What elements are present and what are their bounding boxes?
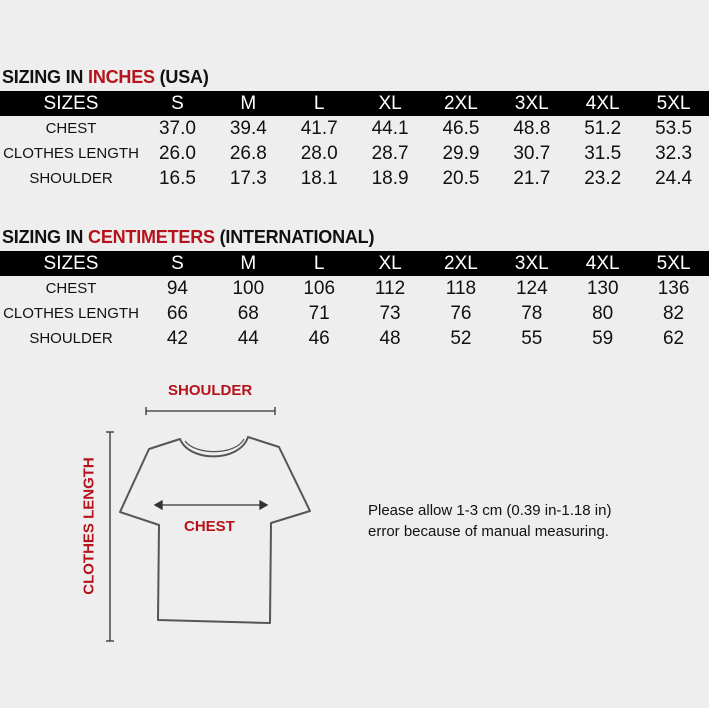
- table-cell: 59: [592, 327, 614, 349]
- size-header: 5XL: [656, 92, 691, 114]
- row-label: CHEST: [45, 120, 97, 137]
- row-label: CLOTHES LENGTH: [3, 305, 139, 322]
- shoulder-measure-line: [146, 407, 275, 415]
- table-cell: 48.8: [513, 117, 551, 139]
- size-header: 3XL: [514, 92, 549, 114]
- row-label: CLOTHES LENGTH: [3, 145, 139, 162]
- table-cell: 80: [592, 302, 614, 324]
- centimeters-title-accent: CENTIMETERS: [88, 227, 215, 247]
- table-cell: 41.7: [300, 117, 338, 139]
- row-label: SHOULDER: [29, 330, 113, 347]
- table-cell: 30.7: [513, 142, 551, 164]
- clothes-length-label: CLOTHES LENGTH: [80, 457, 98, 595]
- size-header: 2XL: [444, 92, 478, 114]
- table-cell: 44: [237, 327, 259, 349]
- size-header: 3XL: [514, 252, 549, 274]
- table-cell: 136: [657, 277, 690, 299]
- table-cell: 68: [237, 302, 259, 324]
- measuring-note: [368, 500, 611, 542]
- table-cell: 18.9: [371, 167, 409, 189]
- table-cell: 44.1: [371, 117, 409, 139]
- table-cell: 24.4: [655, 167, 693, 189]
- table-cell: 26.0: [158, 142, 196, 164]
- table-cell: 71: [308, 302, 330, 324]
- table-cell: 21.7: [513, 167, 551, 189]
- table-cell: 28.0: [300, 142, 338, 164]
- size-header: XL: [378, 252, 402, 274]
- shoulder-label: SHOULDER: [168, 382, 253, 399]
- size-header: 4XL: [585, 92, 620, 114]
- table-cell: 118: [445, 277, 477, 299]
- chest-measure-arrow: [155, 501, 267, 509]
- table-cell: 42: [166, 327, 188, 349]
- table-cell: 17.3: [229, 167, 267, 189]
- size-header: M: [240, 252, 257, 274]
- table-cell: 55: [521, 327, 543, 349]
- table-cell: 62: [662, 327, 685, 349]
- table-cell: 51.2: [584, 117, 622, 139]
- chest-label: CHEST: [184, 518, 235, 535]
- row-label: CHEST: [45, 280, 97, 297]
- table-cell: 23.2: [584, 167, 622, 189]
- table-cell: 28.7: [371, 142, 409, 164]
- table-cell: 31.5: [584, 142, 622, 164]
- table-cell: 37.0: [158, 117, 196, 139]
- table-cell: 18.1: [300, 167, 338, 189]
- size-header: XL: [378, 92, 402, 114]
- table-cell: 32.3: [655, 142, 693, 164]
- length-measure-line: [106, 432, 114, 641]
- table-cell: 76: [450, 302, 472, 324]
- table-cell: 46: [308, 327, 330, 349]
- size-header: 2XL: [444, 252, 478, 274]
- table-cell: 20.5: [442, 167, 480, 189]
- table-cell: 124: [515, 277, 548, 299]
- table-cell: 29.9: [442, 142, 480, 164]
- header-label: SIZES: [43, 92, 99, 114]
- table-cell: 82: [662, 302, 685, 324]
- table-cell: 16.5: [158, 167, 196, 189]
- size-header: 4XL: [585, 252, 620, 274]
- table-cell: 94: [166, 277, 188, 299]
- header-label: SIZES: [43, 252, 99, 274]
- table-cell: 52: [450, 327, 472, 349]
- note-line: Please allow 1-3 cm (0.39 in-1.18 in): [368, 502, 612, 519]
- table-cell: 48: [379, 327, 401, 349]
- inches-section-title: SIZING IN INCHES (USA): [2, 67, 209, 87]
- size-header: S: [171, 252, 184, 274]
- table-cell: 53.5: [655, 117, 693, 139]
- inches-title-accent: INCHES: [88, 67, 155, 87]
- centimeters-section-title: SIZING IN CENTIMETERS (INTERNATIONAL): [2, 227, 375, 247]
- table-cell: 112: [374, 277, 406, 299]
- size-header: 5XL: [656, 252, 691, 274]
- note-line: error because of manual measuring.: [368, 523, 609, 540]
- table-cell: 100: [232, 277, 265, 299]
- row-label: SHOULDER: [29, 170, 113, 187]
- table-cell: 66: [166, 302, 188, 324]
- size-header: M: [240, 92, 257, 114]
- table-cell: 78: [521, 302, 543, 324]
- size-header: L: [313, 252, 325, 274]
- table-cell: 106: [303, 277, 336, 299]
- size-header: S: [171, 92, 184, 114]
- table-cell: 46.5: [442, 117, 480, 139]
- table-cell: 39.4: [229, 117, 267, 139]
- table-cell: 26.8: [229, 142, 267, 164]
- table-cell: 130: [586, 277, 619, 299]
- size-header: L: [313, 92, 325, 114]
- table-cell: 73: [379, 302, 401, 324]
